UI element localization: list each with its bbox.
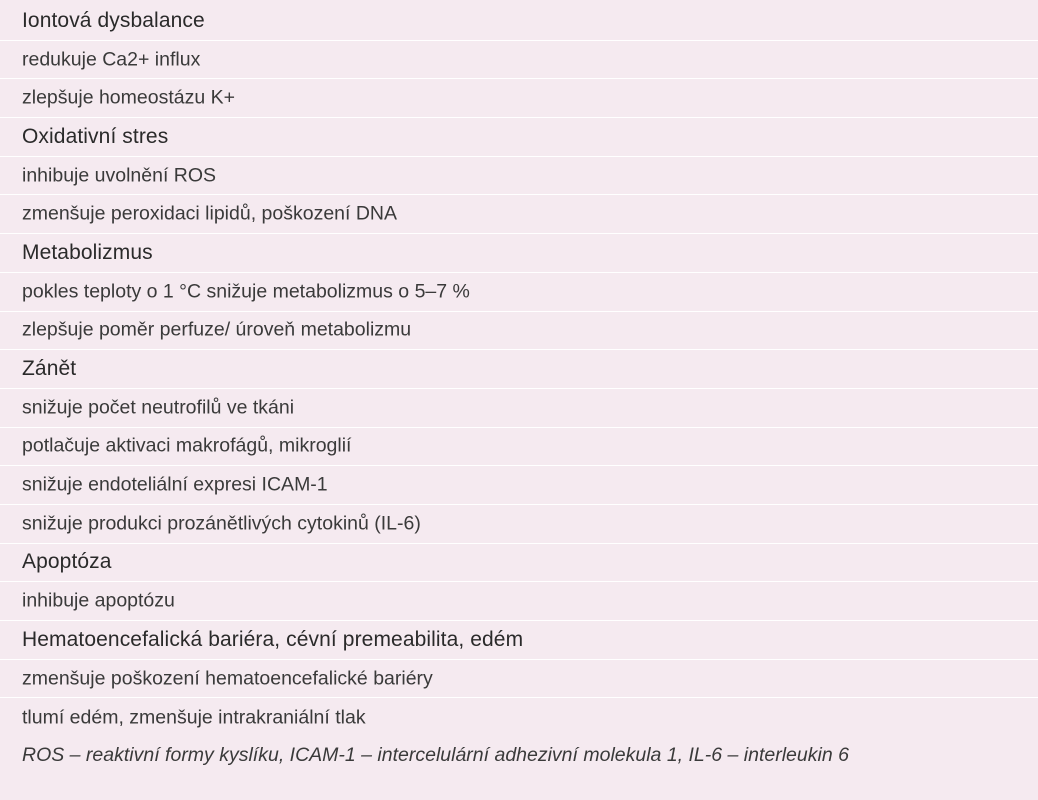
list-item	[0, 698, 1038, 737]
list-item	[0, 466, 1038, 505]
list-item	[0, 428, 1038, 467]
list-item-text: pokles teploty o 1 °C snižuje metabolizmus o 5–7 %	[22, 280, 470, 303]
section-heading-text: Hematoencefalická bariéra, cévní premeabilita, edém	[22, 627, 524, 651]
list-item	[0, 157, 1038, 196]
footnote: ROS – reaktivní formy kyslíku, ICAM-1 – intercelulární adhezivní molekula 1, IL-6 – interleukin 6	[22, 744, 849, 766]
section-heading-text: Zánět	[22, 357, 77, 381]
section-heading-hematoencefalicka-bariera	[0, 621, 1038, 660]
list-item-text: zlepšuje poměr perfuze/ úroveň metabolizmu	[22, 318, 412, 341]
section-heading-text: Metabolizmus	[22, 240, 153, 264]
list-item-text: snižuje endoteliální expresi ICAM-1	[22, 473, 328, 496]
list-item-text: potlačuje aktivaci makrofágů, mikroglií	[22, 434, 352, 457]
list-item-text: inhibuje uvolnění ROS	[22, 164, 217, 187]
list-item-text: redukuje Ca2+ influx	[22, 48, 201, 71]
list-item	[0, 79, 1038, 118]
list-item-text: zmenšuje peroxidaci lipidů, poškození DNA	[22, 202, 398, 225]
section-heading-iontova-dysbalance	[0, 2, 1038, 41]
list-item-text: tlumí edém, zmenšuje intrakraniální tlak	[22, 706, 366, 729]
list-item-text: snižuje produkci prozánětlivých cytokinů (IL-6)	[22, 512, 421, 535]
section-heading-oxidativni-stres	[0, 118, 1038, 157]
list-item-text: snižuje počet neutrofilů ve tkáni	[22, 396, 295, 419]
section-heading-metabolizmus	[0, 234, 1038, 273]
list-item-text: zmenšuje poškození hematoencefalické bariéry	[22, 667, 433, 690]
list-item	[0, 195, 1038, 234]
list-item-text: zlepšuje homeostázu K+	[22, 86, 236, 109]
list-item	[0, 389, 1038, 428]
list-item	[0, 273, 1038, 312]
list-item	[0, 660, 1038, 699]
section-heading-apoptoza	[0, 544, 1038, 583]
list-item-text: inhibuje apoptózu	[22, 589, 175, 612]
list-item	[0, 505, 1038, 544]
list-item	[0, 312, 1038, 351]
list-item	[0, 41, 1038, 80]
section-heading-text: Apoptóza	[22, 550, 112, 574]
section-heading-text: Iontová dysbalance	[22, 8, 205, 32]
section-heading-text: Oxidativní stres	[22, 124, 169, 148]
list-item	[0, 582, 1038, 621]
section-heading-zanet	[0, 350, 1038, 389]
